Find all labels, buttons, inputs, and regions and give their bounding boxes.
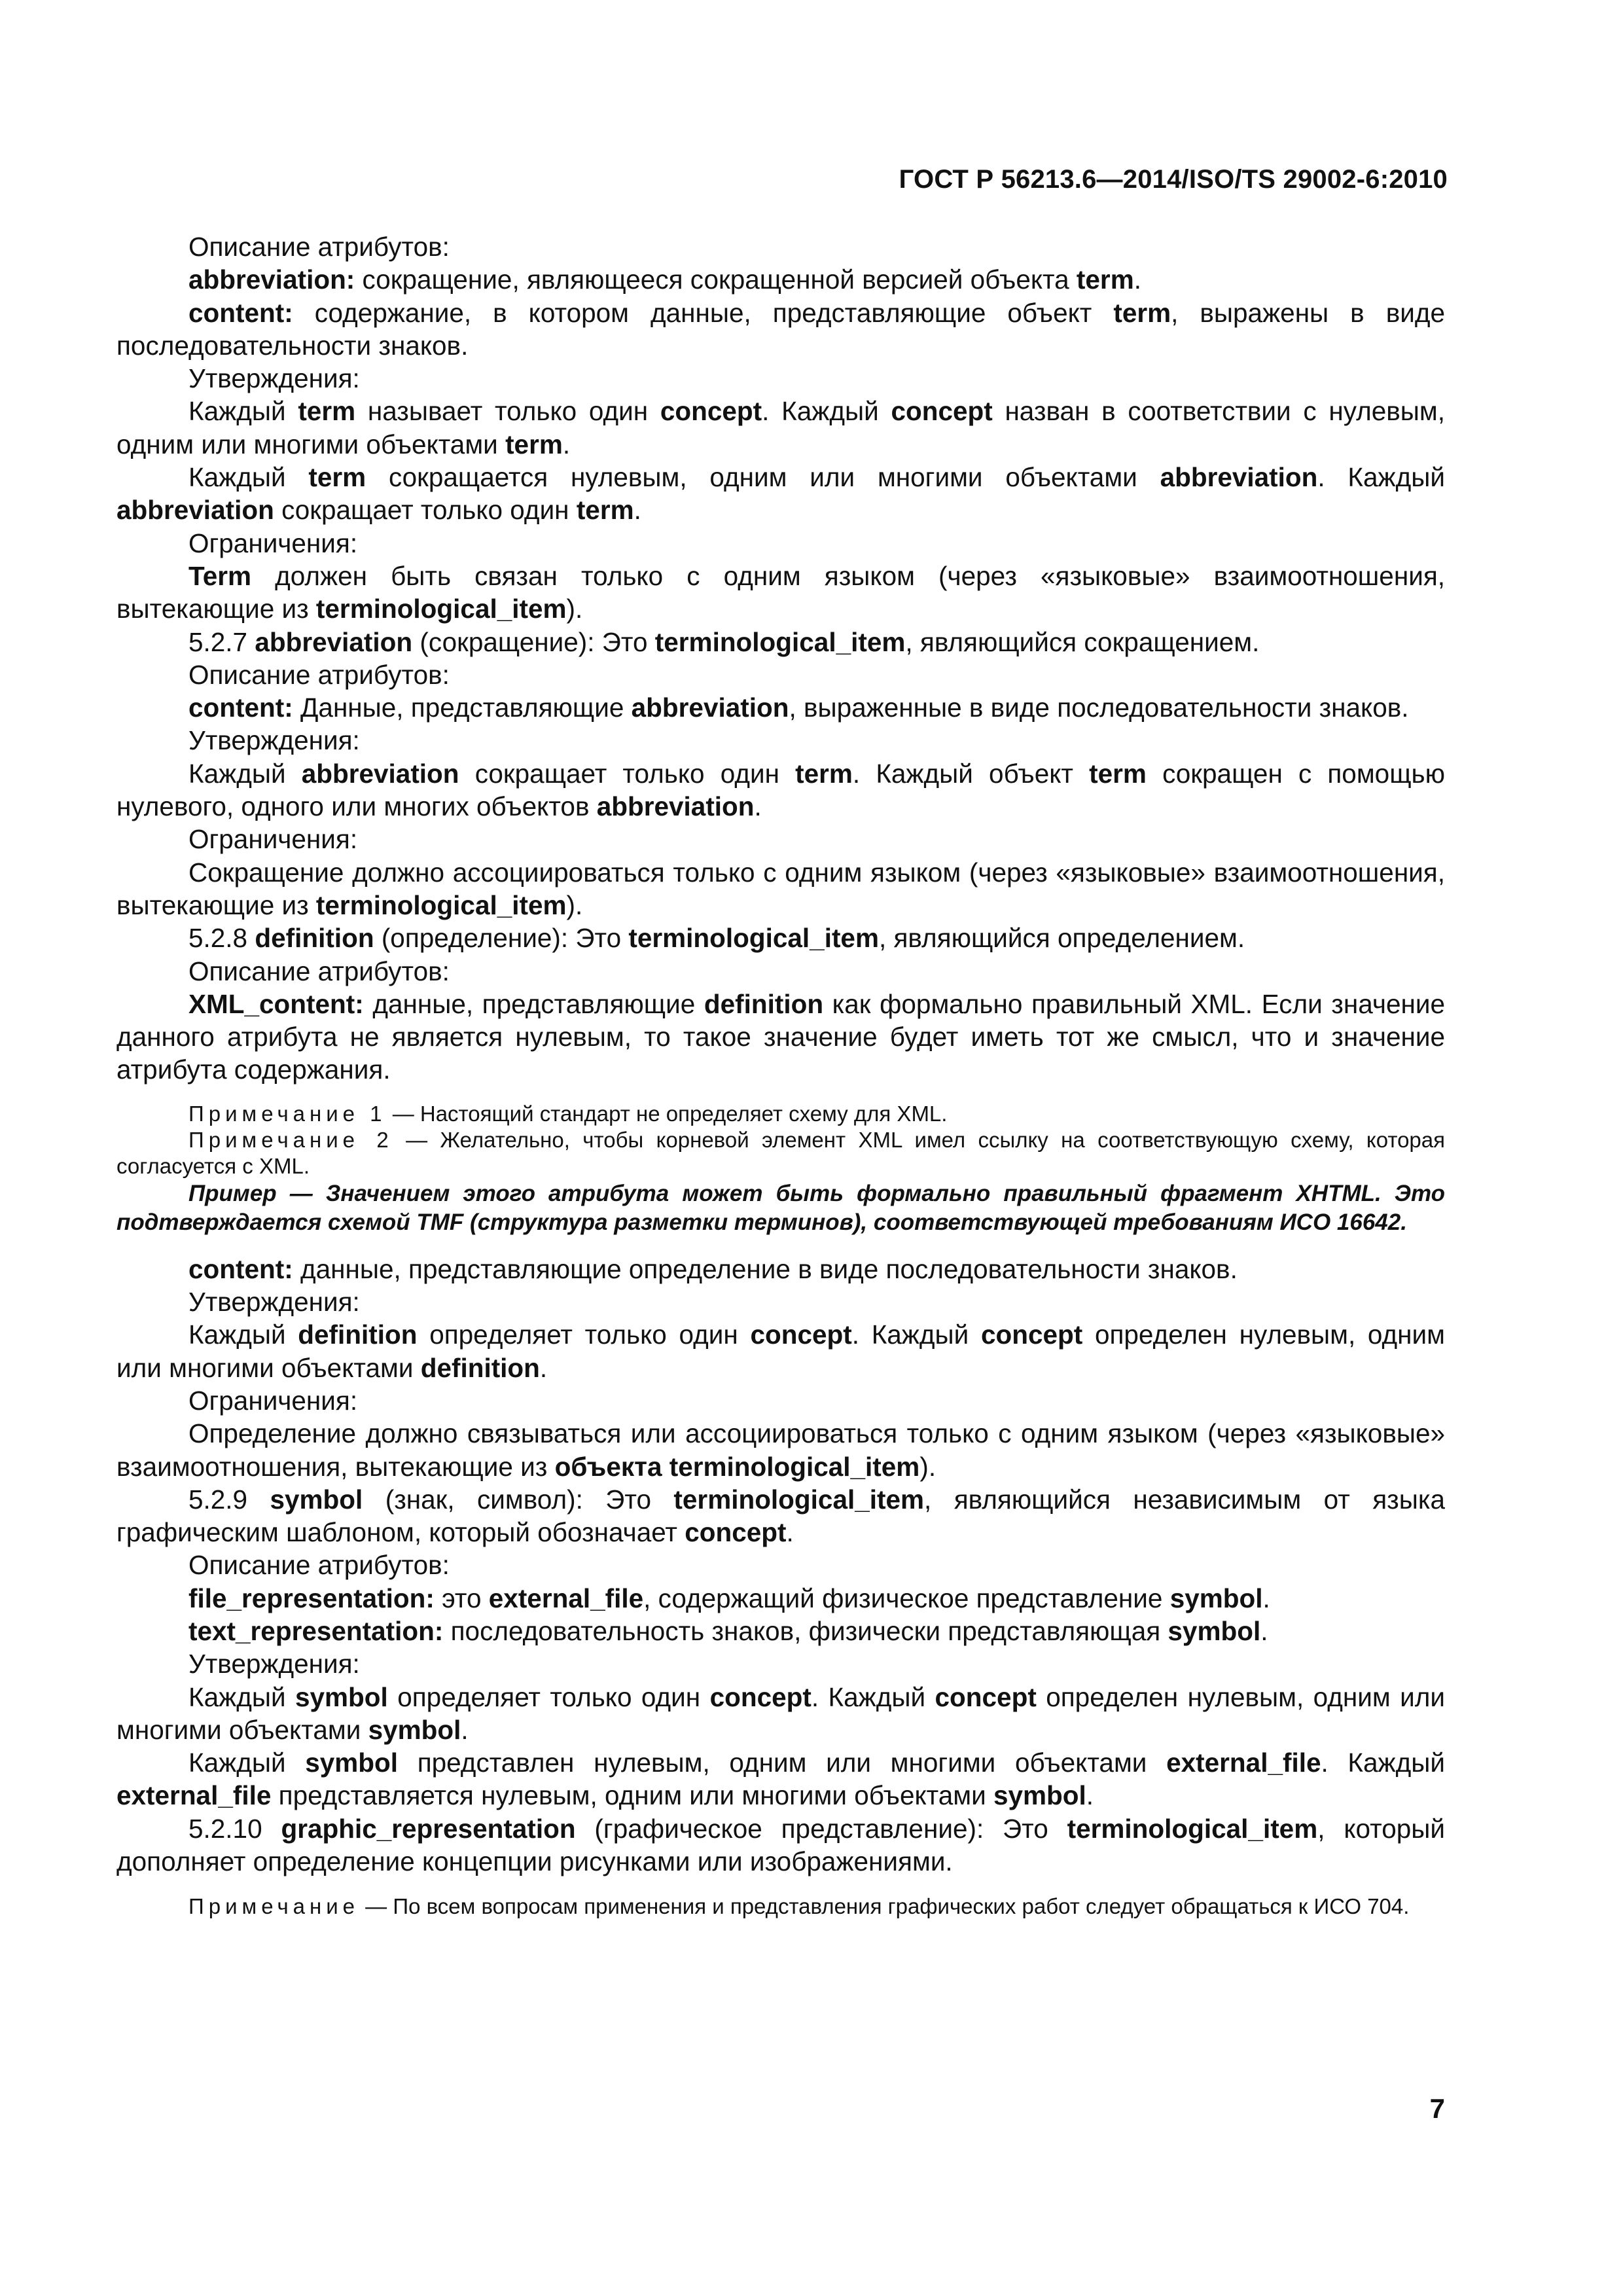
bold-term: abbreviation <box>301 758 459 789</box>
bold-term: file_representation: <box>188 1583 435 1613</box>
text-run: определен нулевым, одним или многими объектами <box>116 1681 1445 1745</box>
note <box>116 1101 1445 1127</box>
text-run: сокращение, являющееся сокращенной версией объекта <box>355 264 1077 295</box>
bold-term: symbol <box>993 1780 1086 1811</box>
text-run: Описание атрибутов: <box>188 1550 450 1581</box>
paragraph <box>116 988 1445 1086</box>
bold-term: external_file <box>488 1583 644 1613</box>
document-body <box>116 230 1445 1920</box>
paragraph <box>116 1285 1445 1318</box>
text-run: Описание атрибутов: <box>188 659 450 690</box>
bold-term: concept <box>750 1319 852 1350</box>
text-run: представлен нулевым, одним или многими объектами <box>398 1748 1167 1778</box>
example-block: Пример — Значением этого атрибута может быть формально правильный фрагмент XHTML. Это подтверждается схемой TMF (структура разметки терминов), соответствующей требованиям ИСО 16642. <box>116 1180 1445 1235</box>
bold-term: concept <box>709 1681 812 1712</box>
document-header: ГОСТ Р 56213.6—2014/ISO/TS 29002-6:2010 <box>899 165 1448 194</box>
paragraph <box>116 1746 1445 1812</box>
paragraph <box>116 461 1445 527</box>
bold-term: content: <box>188 297 293 328</box>
bold-term: definition <box>298 1319 418 1350</box>
text-run: , являющийся определением. <box>878 923 1245 954</box>
text-run: Утверждения: <box>188 1287 360 1318</box>
paragraph <box>116 955 1445 988</box>
text-run: Каждый <box>188 1319 298 1350</box>
bold-term: terminological_item <box>654 626 906 657</box>
text-run: сокращается нулевым, одним или многими объектами <box>366 462 1160 493</box>
text-run: Сокращение должно ассоциироваться только с одним языком (через «языковые» взаимоотношения, вытекающие из <box>116 857 1445 920</box>
paragraph <box>116 1318 1445 1384</box>
text-run: Утверждения: <box>188 363 360 394</box>
paragraph <box>116 560 1445 626</box>
text-run: . Каждый <box>811 1681 935 1712</box>
text-run: определяет только один <box>417 1319 751 1350</box>
text-run: 5.2.10 <box>188 1813 281 1844</box>
text-run: должен быть связан только с одним языком (через «языковые» взаимоотношения, вытекающие из <box>116 560 1445 624</box>
text-run: , являющийся независимым от языка графическим шаблоном, который обозначает <box>116 1484 1445 1548</box>
bold-term: term <box>1113 297 1171 328</box>
text-run: . <box>1133 264 1141 295</box>
bold-term: terminological_item <box>628 923 879 954</box>
paragraph <box>116 1582 1445 1615</box>
text-run: Утверждения: <box>188 1649 360 1679</box>
paragraph <box>116 230 1445 263</box>
note <box>116 1893 1445 1920</box>
text-run: 5.2.7 <box>188 626 255 657</box>
note-text: — По всем вопросам применения и представления графических работ следует обращаться к ИСО 704. <box>359 1894 1410 1919</box>
paragraph <box>116 1812 1445 1878</box>
bold-term: concept <box>935 1681 1037 1712</box>
text-run: содержание, в котором данные, представляющие объект <box>293 297 1114 328</box>
bold-term: terminological_item <box>315 889 567 920</box>
text-run: (графическое представление): Это <box>575 1813 1067 1844</box>
paragraph-group-1 <box>116 230 1445 1086</box>
bold-term: concept <box>980 1319 1083 1350</box>
page-number: 7 <box>1429 2093 1445 2124</box>
text-run: Каждый <box>188 1681 295 1712</box>
paragraph <box>116 1417 1445 1483</box>
bold-term: abbreviation <box>596 791 755 822</box>
bold-term: XML_content: <box>188 988 364 1019</box>
bold-term: text_representation: <box>188 1615 444 1646</box>
paragraph <box>116 527 1445 560</box>
bold-term: symbol <box>295 1681 388 1712</box>
text-run: . Каждый объект <box>852 758 1090 789</box>
paragraph <box>116 1384 1445 1417</box>
paragraph <box>116 1681 1445 1747</box>
paragraph <box>116 922 1445 954</box>
note-label: Примечание 1 <box>188 1101 387 1126</box>
bold-term: terminological_item <box>315 594 567 624</box>
bold-term: content: <box>188 692 293 723</box>
paragraph <box>116 724 1445 757</box>
bold-term: terminological_item <box>1067 1813 1318 1844</box>
paragraph <box>116 757 1445 823</box>
bold-term: concept <box>685 1517 787 1548</box>
text-run: определяет только один <box>387 1681 710 1712</box>
paragraph-group-2 <box>116 1253 1445 1878</box>
text-run: ). <box>919 1451 936 1482</box>
text-run: как формально правильный XML. Если значение данного атрибута не является нулевым, то такое значение будет иметь тот же смысл, что и значение атрибута содержания. <box>116 988 1445 1085</box>
text-run: называет только один <box>355 396 660 427</box>
note <box>116 1127 1445 1179</box>
text-run: . <box>461 1714 469 1745</box>
notes-group-2 <box>116 1893 1445 1920</box>
bold-term: content: <box>188 1253 293 1284</box>
bold-term: terminological_item <box>673 1484 925 1515</box>
text-run: . <box>754 791 762 822</box>
bold-term: graphic_representation <box>281 1813 576 1844</box>
text-run: . <box>786 1517 794 1548</box>
text-run: . <box>633 495 641 526</box>
bold-term: symbol <box>1169 1583 1263 1613</box>
text-run: ). <box>566 889 583 920</box>
bold-term: abbreviation <box>1160 462 1318 493</box>
bold-term: term <box>576 495 634 526</box>
bold-term: term <box>1089 758 1147 789</box>
bold-term: external_file <box>116 1780 272 1811</box>
text-run: . <box>562 429 571 459</box>
text-run: представляется нулевым, одним или многими объектами <box>271 1780 993 1811</box>
note-text: — Настоящий стандарт не определяет схему для XML. <box>386 1101 948 1126</box>
text-run: . Каждый <box>851 1319 981 1350</box>
text-run: 5.2.9 <box>188 1484 270 1515</box>
text-run: (знак, символ): Это <box>363 1484 674 1515</box>
text-run: ). <box>566 594 583 624</box>
text-run: Ограничения: <box>188 824 358 855</box>
bold-term: concept <box>891 396 993 427</box>
paragraph <box>116 1549 1445 1581</box>
text-run: , содержащий физическое представление <box>643 1583 1170 1613</box>
text-run: Ограничения: <box>188 528 358 558</box>
bold-term: abbreviation: <box>188 264 355 295</box>
text-run: . Каждый <box>762 396 891 427</box>
bold-term: term <box>298 396 356 427</box>
bold-term: concept <box>660 396 762 427</box>
paragraph <box>116 626 1445 658</box>
text-run: сокращает только один <box>459 758 796 789</box>
paragraph <box>116 823 1445 855</box>
text-run: Утверждения: <box>188 725 360 756</box>
paragraph <box>116 658 1445 691</box>
text-run: , выражены в виде последовательности знаков. <box>116 297 1445 361</box>
bold-term: symbol <box>270 1484 363 1515</box>
text-run: , являющийся сокращением. <box>905 626 1260 657</box>
text-run: сокращает только один <box>274 495 577 526</box>
text-run: 5.2.8 <box>188 923 255 954</box>
bold-term: symbol <box>1168 1615 1261 1646</box>
paragraph <box>116 691 1445 724</box>
paragraph <box>116 296 1445 363</box>
text-run: (сокращение): Это <box>412 626 655 657</box>
notes-group-1 <box>116 1101 1445 1179</box>
paragraph <box>116 1615 1445 1647</box>
paragraph <box>116 1483 1445 1549</box>
text-run: Данные, представляющие <box>293 692 632 723</box>
text-run: Описание атрибутов: <box>188 956 450 986</box>
paragraph <box>116 1253 1445 1285</box>
text-run: данные, представляющие определение в виде последовательности знаков. <box>293 1253 1238 1284</box>
paragraph <box>116 856 1445 922</box>
bold-term: symbol <box>305 1748 399 1778</box>
text-run: . <box>1260 1615 1268 1646</box>
text-run: последовательность знаков, физически представляющая <box>443 1615 1168 1646</box>
text-run: Каждый <box>188 396 298 427</box>
text-run: Каждый <box>188 758 302 789</box>
bold-term: abbreviation <box>631 692 789 723</box>
text-run: . Каждый <box>1317 462 1445 493</box>
note-label: Примечание 2 <box>188 1127 393 1152</box>
bold-term: term <box>795 758 853 789</box>
paragraph <box>116 1647 1445 1680</box>
note-label: Примечание <box>188 1894 360 1919</box>
text-run: Ограничения: <box>188 1385 358 1416</box>
bold-term: definition <box>420 1352 540 1383</box>
text-run: Определение должно связываться или ассоциироваться только с одним языком (через «языковые» взаимоотношения, вытекающие из <box>116 1418 1445 1482</box>
bold-term: abbreviation <box>255 626 413 657</box>
text-run: . Каждый <box>1321 1748 1445 1778</box>
bold-term: term <box>308 462 366 493</box>
text-run: данные, представляющие <box>363 988 704 1019</box>
bold-term: term <box>1076 264 1134 295</box>
text-run: Каждый <box>188 462 309 493</box>
note-text: — Желательно, чтобы корневой элемент XML имел ссылку на соответствующую схему, которая согласуется с XML. <box>116 1127 1445 1178</box>
bold-term: definition <box>255 923 374 954</box>
bold-term: объекта terminological_item <box>554 1451 920 1482</box>
text-run: . <box>1262 1583 1270 1613</box>
text-run: . <box>1086 1780 1094 1811</box>
bold-term: symbol <box>368 1714 461 1745</box>
paragraph <box>116 395 1445 461</box>
text-run: Каждый <box>188 1748 306 1778</box>
text-run: назван в соответствии с нулевым, одним или многими объектами <box>116 396 1445 459</box>
text-run: Описание атрибутов: <box>188 232 450 262</box>
text-run: , который дополняет определение концепции рисунками или изображениями. <box>116 1813 1446 1877</box>
bold-term: term <box>505 429 563 459</box>
bold-term: definition <box>704 988 824 1019</box>
text-run: . <box>539 1352 548 1383</box>
text-run: сокращен с помощью нулевого, одного или многих объектов <box>116 758 1445 822</box>
text-run: (определение): Это <box>374 923 629 954</box>
bold-term: abbreviation <box>116 495 274 526</box>
text-run: определен нулевым, одним или многими объектами <box>116 1319 1446 1383</box>
text-run: это <box>434 1583 489 1613</box>
paragraph <box>116 263 1445 296</box>
paragraph <box>116 362 1445 395</box>
bold-term: Term <box>188 560 252 591</box>
bold-term: external_file <box>1166 1748 1321 1778</box>
text-run: , выраженные в виде последовательности знаков. <box>789 692 1409 723</box>
